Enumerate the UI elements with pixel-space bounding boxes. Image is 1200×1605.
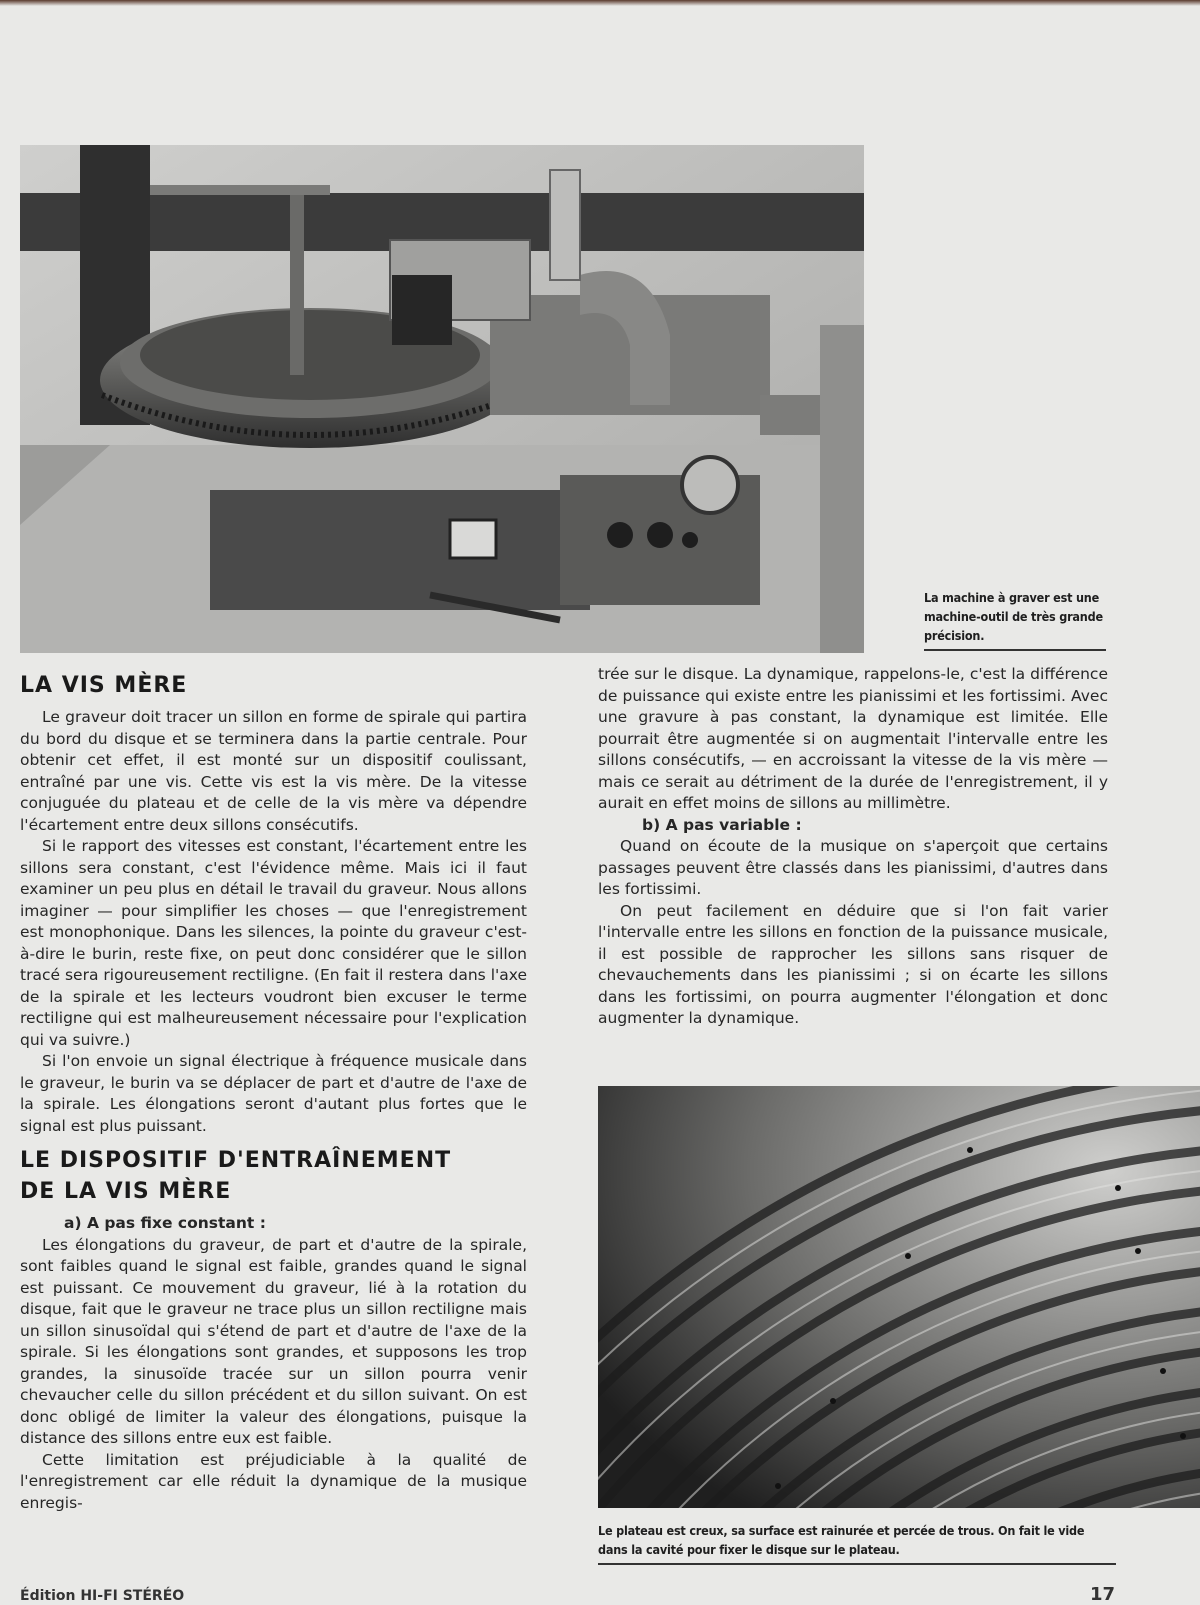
- paragraph: Si le rapport des vitesses est constant, l'écartement entre les sillons sera constant, c'est l'évidence même. Mais ici il faut examiner un peu plus en détail le travail du graveur. Nous allons imaginer — pour simplifier les choses — que l'enregistrement est monophonique. Dans les silences, la pointe du graveur c'est-à-dire le burin, reste fixe, on peut donc considérer que le sillon tracé sera rigoureusement rectiligne. (En fait il restera dans l'axe de la spirale et les lecteurs voudront bien excuser le terme rectiligne qui est malheureusement nécessaire pour l'explication qui va suivre.): [20, 837, 527, 1049]
- paragraph: Les élongations du graveur, de part et d'autre de la spirale, sont faibles quand le signal est faible, grandes quand le signal est puissant. Ce mouvement du graveur, lié à la rotation du disque, fait que le graveur ne trace plus un sillon rectiligne mais un sillon sinusoïdal qui s'étend de part et d'autre de l'axe de la spirale. Si les élongations sont grandes, et supposons les trop grandes, la sinusoïde tracée sur un sillon pourra venir chevaucher celle du sillon précédent et du sillon suivant. On est donc obligé de limiter la valeur des élongations, puisque la distance des sillons entre eux est faible.: [20, 1235, 527, 1447]
- platter-surface-photo: [598, 1086, 1200, 1508]
- subheading-pas-fixe: a) A pas fixe constant :: [64, 1214, 266, 1232]
- subheading-pas-variable: b) A pas variable :: [642, 815, 802, 834]
- engraving-machine-photo: [20, 145, 864, 653]
- section-heading-dispositif: [20, 1145, 527, 1207]
- heading-line: LE DISPOSITIF D'ENTRAÎNEMENT: [20, 1148, 452, 1173]
- paragraph-continued: trée sur le disque. La dynamique, rappelons-le, c'est la différence de puissance qui existe entre les pianissimi et les fortissimi. Avec une gravure à pas constant, la dynamique est limitée. Elle pourrait être augmentée si on augmentait l'intervalle entre les sillons consécutifs, — en accroissant la vitesse de la vis mère — mais ce serait au détriment de la durée de l'enregistrement, il y aurait en effet moins de sillons au millimètre.: [598, 665, 1108, 812]
- footer-edition: Édition HI-FI STÉRÉO: [20, 1588, 185, 1604]
- heading-line: DE LA VIS MÈRE: [20, 1179, 232, 1204]
- left-text-column: [20, 670, 527, 1514]
- paragraph: Quand on écoute de la musique on s'aperçoit que certains passages peuvent être classés dans les pianissimi, d'autres dans les fortissimi.: [598, 837, 1108, 898]
- section-heading-vis-mere: LA VIS MÈRE: [20, 673, 188, 698]
- paragraph: Le graveur doit tracer un sillon en forme de spirale qui partira du bord du disque et se terminera dans la partie centrale. Pour obtenir cet effet, il est monté sur un dispositif coulissant, entraîné par une vis. Cette vis est la vis mère. De la vitesse conjuguée du plateau et de celle de la vis mère va dépendre l'écartement entre deux sillons consécutifs.: [20, 708, 527, 834]
- paragraph: Cette limitation est préjudiciable à la qualité de l'enregistrement car elle réduit la dynamique de la musique enregis-: [20, 1450, 527, 1512]
- machine-photo-caption: La machine à graver est une machine-outil de très grande précision.: [924, 588, 1106, 651]
- paragraph: Si l'on envoie un signal électrique à fréquence musicale dans le graveur, le burin va se déplacer de part et d'autre de l'axe de la spirale. Les élongations seront d'autant plus fortes que le signal est plus puissant.: [20, 1052, 527, 1135]
- right-text-column: [598, 664, 1108, 1030]
- page-number: 17: [1090, 1584, 1116, 1605]
- paragraph: On peut facilement en déduire que si l'on fait varier l'intervalle entre les sillons en fonction de la puissance musicale, il est possible de rapprocher les sillons sans risquer de chevauchements dans les pianissimi ; si on écarte les sillons dans les fortissimi, on pourra augmenter l'élongation et donc augmenter la dynamique.: [598, 901, 1108, 1027]
- page-top-edge: [0, 0, 1200, 6]
- platter-photo-caption: Le plateau est creux, sa surface est rainurée et percée de trous. On fait le vide dans la cavité pour fixer le disque sur le plateau.: [598, 1521, 1116, 1565]
